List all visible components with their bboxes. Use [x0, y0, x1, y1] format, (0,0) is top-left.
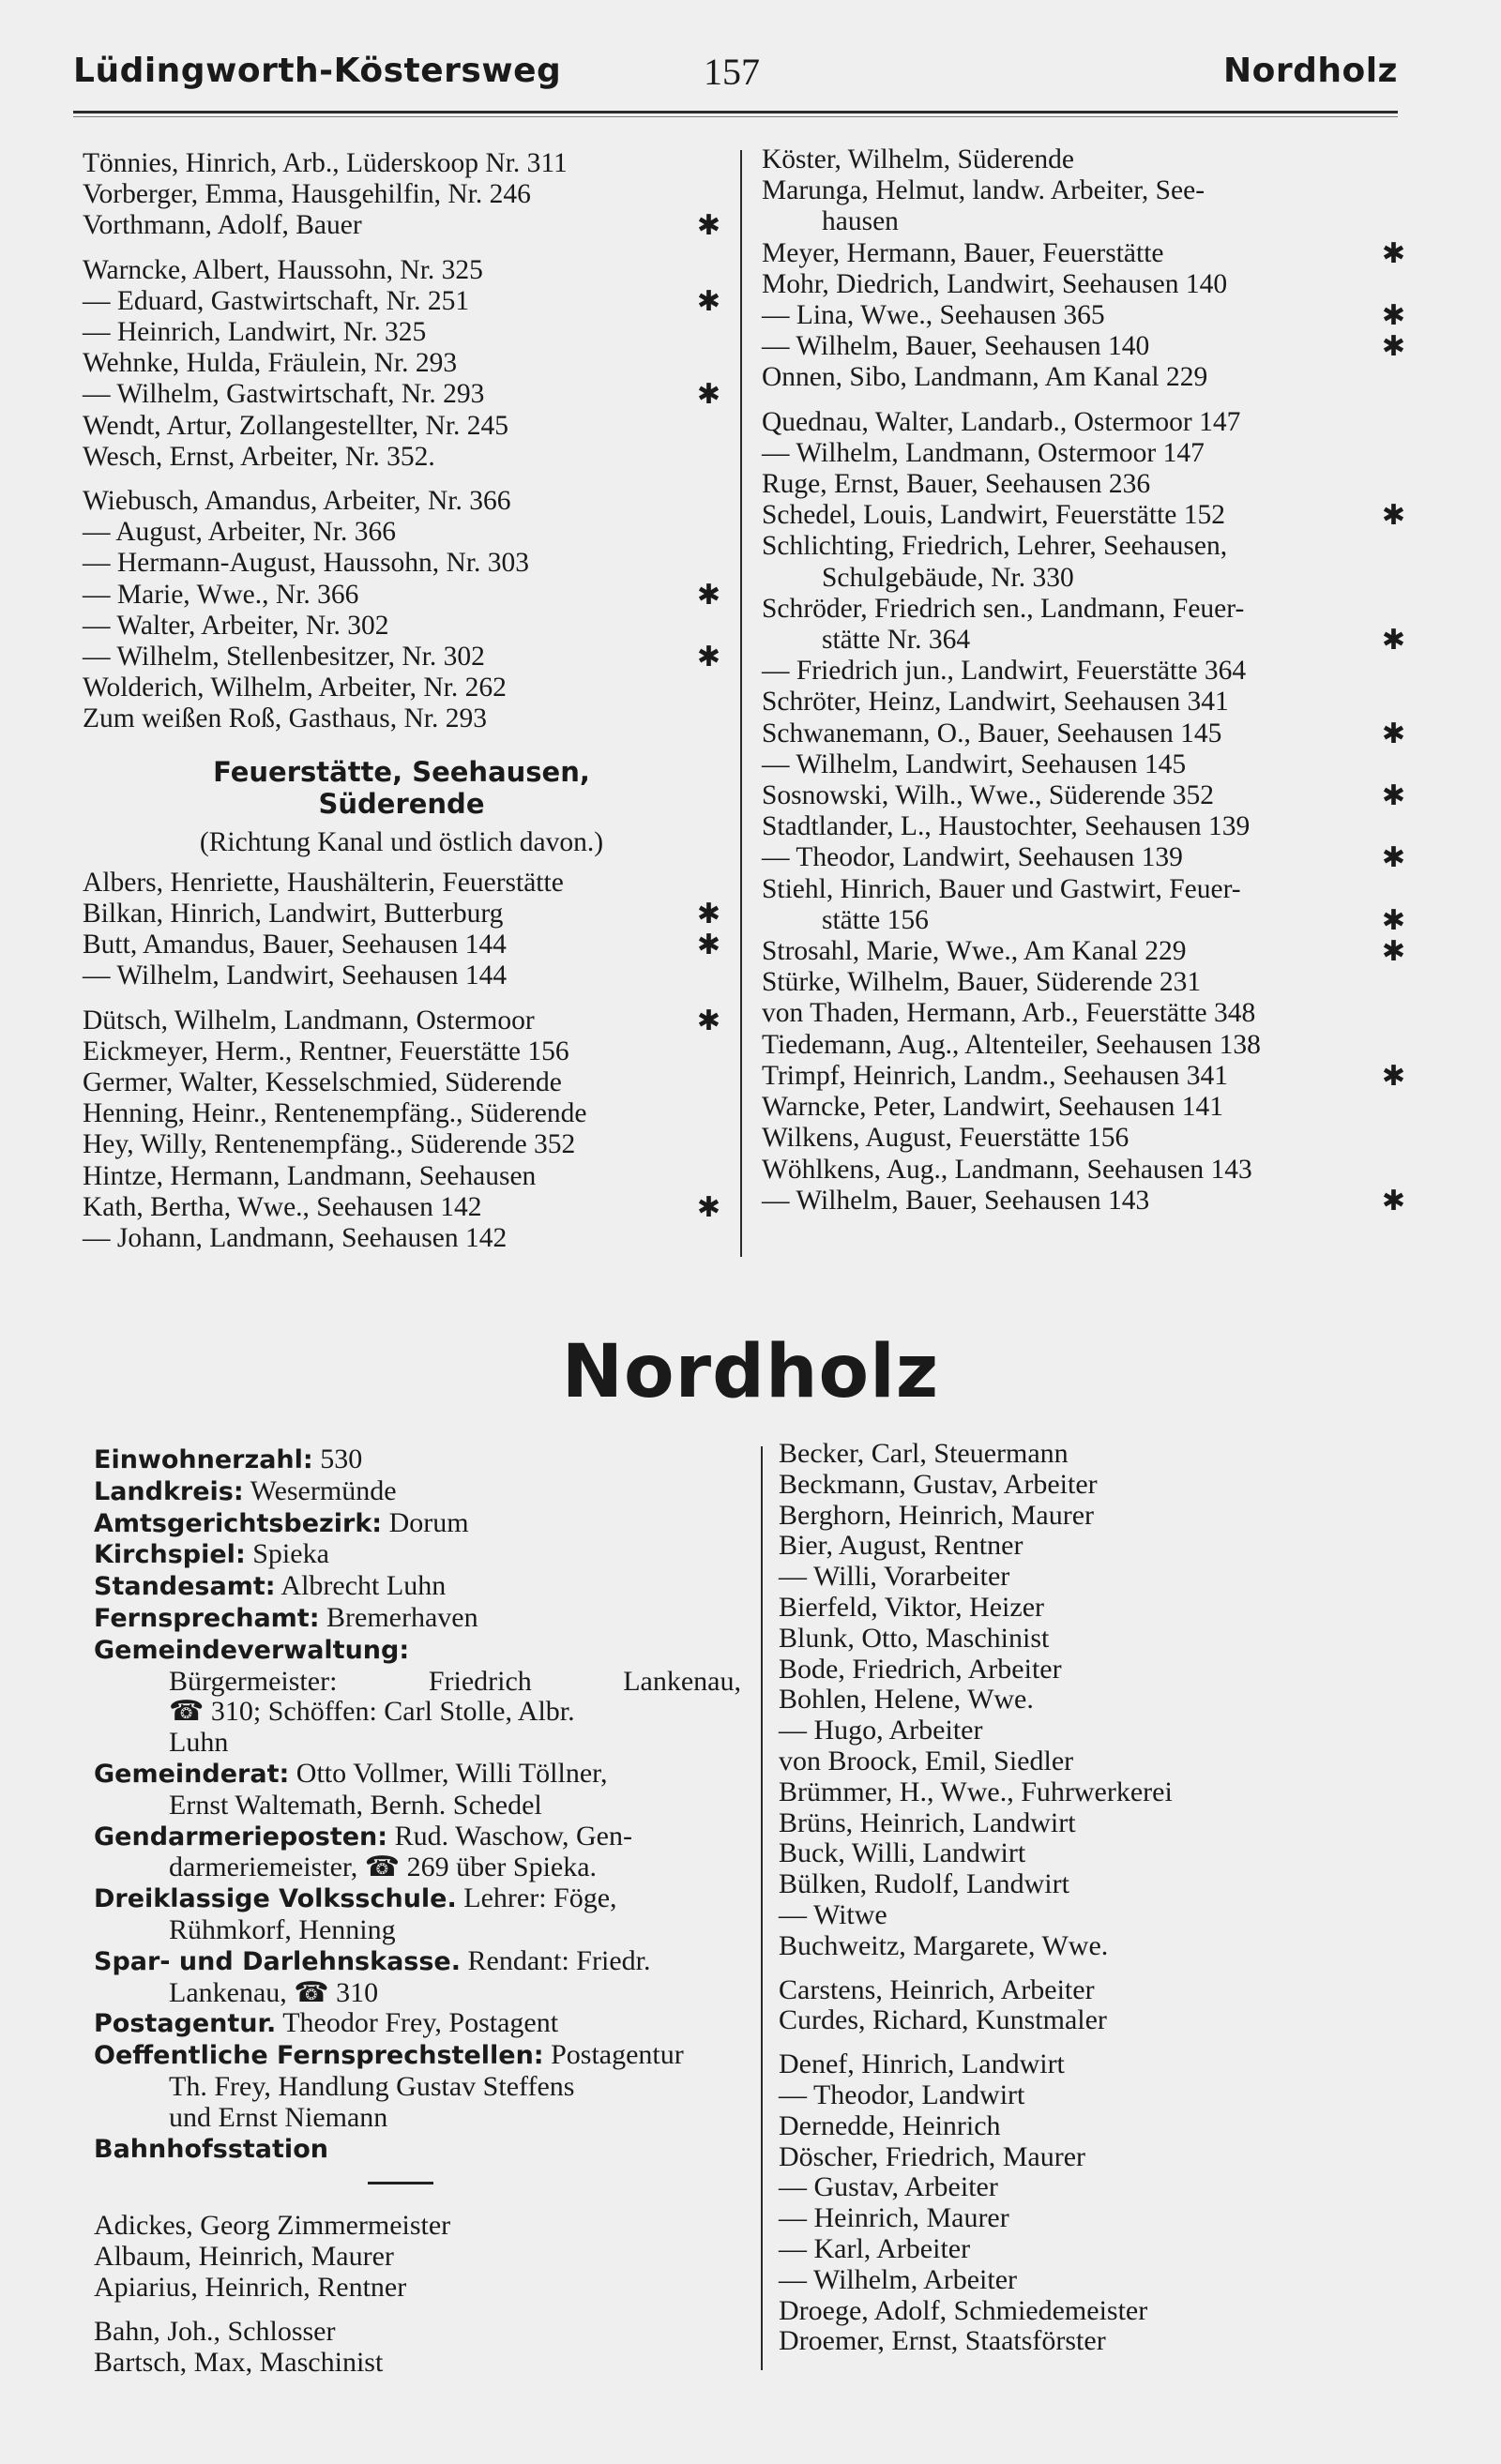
list-item — [83, 1192, 720, 1223]
list-item — [94, 2242, 741, 2273]
entry-text: — Hugo, Arbeiter — [779, 1715, 983, 1746]
list-item — [779, 1501, 1417, 1532]
list-item — [779, 1624, 1417, 1655]
entry-text: Henning, Heinr., Rentenempfäng., Süderende — [83, 1098, 587, 1129]
list-item — [762, 749, 1405, 780]
list-item — [779, 2049, 1417, 2080]
list-item — [762, 238, 1405, 269]
entry-text: Wesch, Ernst, Arbeiter, Nr. 352. — [83, 441, 435, 472]
entry-text: — Wilhelm, Bauer, Seehausen 143 — [762, 1185, 1150, 1216]
list-item — [83, 868, 720, 899]
info-postagentur: Postagentur. Theodor Frey, Postagent — [94, 2007, 559, 2039]
entry-text: — Eduard, Gastwirtschaft, Nr. 251 — [83, 285, 470, 316]
entry-text: Warncke, Albert, Haussohn, Nr. 325 — [83, 254, 483, 285]
entry-text: — Wilhelm, Gastwirtschaft, Nr. 293 — [83, 379, 485, 410]
list-item — [83, 548, 720, 579]
entry-text: — Johann, Landmann, Seehausen 142 — [83, 1223, 508, 1254]
spacer — [779, 1962, 1417, 1975]
list-item — [762, 438, 1405, 469]
entry-text: Ruge, Ernst, Bauer, Seehausen 236 — [762, 469, 1151, 500]
list-item — [779, 1562, 1417, 1593]
list-item — [762, 175, 1405, 206]
list-item — [779, 2111, 1417, 2142]
list-item — [779, 1655, 1417, 1685]
header-rule — [73, 111, 1398, 113]
entry-text: Apiarius, Heinrich, Rentner — [94, 2271, 407, 2303]
list-item — [762, 905, 1405, 936]
telephone-star-icon: ✱ — [1381, 717, 1405, 750]
entry-text: Dernedde, Heinrich — [779, 2109, 1001, 2141]
list-item — [83, 379, 720, 410]
entry-text: — Witwe — [779, 1898, 887, 1930]
entry-text: Stürke, Wilhelm, Bauer, Süderende 231 — [762, 967, 1202, 998]
header-rule-thin — [73, 116, 1398, 117]
entry-text: Schwanemann, O., Bauer, Seehausen 145 — [762, 718, 1222, 748]
entry-text: Buck, Willi, Landwirt — [779, 1837, 1026, 1869]
entry-text: — Wilhelm, Landmann, Ostermoor 147 — [762, 437, 1205, 468]
list-item — [779, 1900, 1417, 1931]
entry-text: Bode, Friedrich, Arbeiter — [779, 1653, 1062, 1685]
entry-text: Meyer, Hermann, Bauer, Feuerstätte — [762, 237, 1164, 268]
list-item — [83, 1129, 720, 1160]
entry-text: Onnen, Sibo, Landmann, Am Kanal 229 — [762, 362, 1208, 393]
entry-text: — Karl, Arbeiter — [779, 2232, 971, 2264]
entry-text: Droege, Adolf, Schmiedemeister — [779, 2294, 1148, 2326]
entry-text: Beckmann, Gustav, Arbeiter — [779, 1468, 1098, 1500]
entry-text: Strosahl, Marie, Wwe., Am Kanal 229 — [762, 936, 1187, 967]
town-info-column — [94, 1444, 741, 2378]
list-item — [762, 874, 1405, 905]
list-item — [762, 300, 1405, 331]
list-item — [762, 842, 1405, 873]
section-subtitle: (Richtung Kanal und östlich davon.) — [199, 826, 604, 857]
list-item — [83, 442, 720, 473]
telephone-icon: ☎ — [169, 1696, 205, 1728]
telephone-star-icon: ✱ — [1381, 779, 1405, 813]
bottom-right-column — [779, 1439, 1417, 2357]
list-item — [762, 1092, 1405, 1123]
telephone-star-icon: ✱ — [1381, 330, 1405, 364]
list-item — [779, 2203, 1417, 2234]
list-item — [779, 1777, 1417, 1808]
list-item — [83, 317, 720, 348]
list-item — [779, 1593, 1417, 1624]
telephone-star-icon: ✱ — [696, 641, 720, 674]
list-item — [83, 1161, 720, 1192]
entry-text: Schlichting, Friedrich, Lehrer, Seehausen, — [762, 531, 1228, 562]
info-amtsgericht: Amtsgerichtsbezirk: Dorum — [94, 1506, 469, 1538]
list-item — [762, 967, 1405, 998]
spacer — [779, 2036, 1417, 2049]
list-item — [779, 1716, 1417, 1746]
list-item — [83, 960, 720, 991]
entry-text: Stiehl, Hinrich, Bauer und Gastwirt, Feuer- — [762, 873, 1241, 904]
telephone-star-icon: ✱ — [696, 284, 720, 318]
list-item — [779, 2080, 1417, 2111]
entry-text: Becker, Carl, Steuermann — [779, 1438, 1069, 1469]
list-item — [762, 718, 1405, 749]
list-item — [762, 407, 1405, 438]
page-number: 157 — [704, 51, 760, 93]
top-left-column — [83, 148, 720, 1254]
telephone-star-icon: ✱ — [1381, 903, 1405, 937]
list-item — [779, 2005, 1417, 2036]
telephone-star-icon: ✱ — [1381, 624, 1405, 658]
entry-text: Wehnke, Hulda, Fräulein, Nr. 293 — [83, 348, 458, 379]
info-kasse: Spar- und Darlehnskasse. Rendant: Friedr. — [94, 1944, 651, 1976]
spacer — [83, 992, 720, 1005]
entry-text: — Wilhelm, Arbeiter — [779, 2263, 1018, 2295]
info-gv-line-3: Luhn — [169, 1727, 229, 1759]
list-item — [779, 2142, 1417, 2173]
list-item — [83, 1036, 720, 1067]
telephone-star-icon: ✱ — [696, 1190, 720, 1224]
entry-text: Bier, August, Rentner — [779, 1530, 1023, 1562]
list-item — [779, 2296, 1417, 2327]
entry-text: Bahn, Joh., Schlosser — [94, 2315, 336, 2347]
entry-text: Germer, Walter, Kesselschmied, Süderende — [83, 1067, 562, 1098]
list-item — [83, 611, 720, 642]
info-gemeindeverwaltung: Gemeindeverwaltung: — [94, 1635, 410, 1665]
info-schule: Dreiklassige Volksschule. Lehrer: Föge, — [94, 1882, 617, 1914]
entry-text: Stadtlander, L., Haustochter, Seehausen 139 — [762, 811, 1251, 842]
entry-text: Trimpf, Heinrich, Landm., Seehausen 341 — [762, 1060, 1229, 1091]
list-item — [779, 2172, 1417, 2203]
spacer — [94, 2304, 741, 2317]
info-gendarmerie: Gendarmerieposten: Rud. Waschow, Gen- — [94, 1820, 632, 1852]
telephone-star-icon: ✱ — [696, 1004, 720, 1037]
entry-text: Köster, Wilhelm, Süderende — [762, 144, 1074, 174]
list-item — [762, 206, 1405, 237]
column-divider-bottom — [761, 1446, 763, 2370]
entry-text: Carstens, Heinrich, Arbeiter — [779, 1973, 1095, 2005]
entry-text: Wendt, Artur, Zollangestellter, Nr. 245 — [83, 410, 509, 441]
list-item — [779, 1869, 1417, 1900]
info-bahnhof: Bahnhofsstation — [94, 2134, 328, 2164]
entry-text: Buchweitz, Margarete, Wwe. — [779, 1929, 1109, 1961]
running-header — [73, 52, 1398, 98]
telephone-star-icon: ✱ — [696, 209, 720, 243]
list-item — [762, 687, 1405, 718]
entry-text: Döscher, Friedrich, Maurer — [779, 2140, 1086, 2172]
entry-text: — Lina, Wwe., Seehausen 365 — [762, 300, 1105, 331]
entry-text: Schröter, Heinz, Landwirt, Seehausen 341 — [762, 687, 1229, 718]
entry-text: von Thaden, Hermann, Arb., Feuerstätte 348 — [762, 998, 1256, 1029]
list-item — [762, 1186, 1405, 1217]
entry-text: Vorberger, Emma, Hausgehilfin, Nr. 246 — [83, 179, 531, 210]
entry-text: — Heinrich, Maurer — [779, 2202, 1009, 2234]
list-item — [94, 2348, 741, 2379]
resident-list-top-left — [83, 148, 720, 735]
entry-text: Albaum, Heinrich, Maurer — [94, 2241, 394, 2273]
list-item — [762, 500, 1405, 531]
entry-text: Quednau, Walter, Landarb., Ostermoor 147 — [762, 406, 1241, 437]
entry-text: Tiedemann, Aug., Altenteiler, Seehausen 138 — [762, 1029, 1261, 1060]
entry-text: Schedel, Louis, Landwirt, Feuerstätte 152 — [762, 500, 1226, 531]
info-fernsprechamt: Fernsprechamt: Bremerhaven — [94, 1601, 478, 1633]
entry-text: Wolderich, Wilhelm, Arbeiter, Nr. 262 — [83, 673, 507, 703]
entry-text: — Marie, Wwe., Nr. 366 — [83, 579, 359, 610]
entry-text: Tönnies, Hinrich, Arb., Lüderskoop Nr. 311 — [83, 148, 568, 178]
telephone-icon: ☎ — [364, 1852, 401, 1883]
resident-list-top-right — [762, 144, 1405, 1217]
entry-text: Warncke, Peter, Landwirt, Seehausen 141 — [762, 1092, 1224, 1123]
entry-text: von Broock, Emil, Siedler — [779, 1745, 1074, 1776]
info-fern-line-3: und Ernst Niemann — [169, 2101, 388, 2133]
list-item — [83, 286, 720, 317]
entry-text: — Wilhelm, Stellenbesitzer, Nr. 302 — [83, 642, 485, 673]
list-item — [83, 899, 720, 930]
spacer — [83, 242, 720, 255]
entry-text: — Wilhelm, Landwirt, Seehausen 145 — [762, 748, 1187, 779]
entry-text: Wöhlkens, Aug., Landmann, Seehausen 143 — [762, 1154, 1252, 1185]
entry-text: Vorthmann, Adolf, Bauer — [83, 210, 362, 241]
telephone-star-icon: ✱ — [1381, 236, 1405, 270]
entry-text: stätte 156 — [822, 904, 929, 935]
list-item — [762, 331, 1405, 362]
list-item — [83, 1098, 720, 1129]
telephone-star-icon: ✱ — [1381, 1184, 1405, 1217]
list-item — [762, 269, 1405, 300]
info-standesamt: Standesamt: Albrecht Luhn — [94, 1570, 447, 1602]
telephone-star-icon: ✱ — [1381, 935, 1405, 969]
telephone-star-icon: ✱ — [696, 898, 720, 931]
list-item — [779, 1808, 1417, 1839]
list-item — [779, 2265, 1417, 2296]
list-item — [762, 594, 1405, 625]
list-item — [779, 1975, 1417, 2006]
telephone-star-icon: ✱ — [696, 929, 720, 962]
info-fern-line-2: Th. Frey, Handlung Gustav Steffens — [169, 2070, 575, 2102]
entry-text: Hintze, Hermann, Landmann, Seehausen — [83, 1160, 537, 1191]
list-item — [83, 255, 720, 286]
entry-text: — Wilhelm, Landwirt, Seehausen 144 — [83, 960, 508, 991]
entry-text: — Friedrich jun., Landwirt, Feuerstätte 364 — [762, 656, 1247, 687]
entry-text: Dütsch, Wilhelm, Landmann, Ostermoor — [83, 1005, 535, 1035]
list-item — [779, 1439, 1417, 1470]
list-item — [762, 144, 1405, 175]
telephone-star-icon: ✱ — [1381, 841, 1405, 875]
short-divider — [368, 2182, 433, 2184]
list-item — [83, 1067, 720, 1098]
info-kasse-line-2: Lankenau, ☎ 310 — [169, 1976, 379, 2008]
list-item — [779, 1470, 1417, 1501]
entry-text: Brüns, Heinrich, Landwirt — [779, 1806, 1076, 1838]
list-item — [779, 1531, 1417, 1562]
list-item — [762, 563, 1405, 594]
list-item — [83, 580, 720, 611]
entry-text: — Theodor, Landwirt, Seehausen 139 — [762, 842, 1183, 873]
list-item — [762, 656, 1405, 687]
list-item — [779, 1685, 1417, 1716]
telephone-star-icon: ✱ — [696, 578, 720, 612]
list-item — [83, 411, 720, 442]
list-item — [83, 642, 720, 673]
entry-text: Sosnowski, Wilh., Wwe., Süderende 352 — [762, 780, 1214, 811]
entry-text: — Hermann-August, Haussohn, Nr. 303 — [83, 548, 530, 579]
entry-text: Curdes, Richard, Kunstmaler — [779, 2004, 1107, 2036]
entry-text: Adickes, Georg Zimmermeister — [94, 2210, 451, 2242]
info-gendarmerie-line-2: darmeriemeister, ☎ 269 über Spieka. — [169, 1852, 598, 1883]
section-title-line-2: Süderende — [318, 787, 485, 820]
entry-text: Schröder, Friedrich sen., Landmann, Feuer- — [762, 593, 1245, 624]
entry-text: Albers, Henriette, Haushälterin, Feuerstätte — [83, 867, 564, 898]
entry-text: — Theodor, Landwirt — [779, 2079, 1025, 2110]
telephone-star-icon: ✱ — [1381, 1059, 1405, 1093]
entry-text: — Wilhelm, Bauer, Seehausen 140 — [762, 331, 1150, 362]
list-item — [762, 1123, 1405, 1154]
list-item — [779, 1746, 1417, 1777]
entry-text: Eickmeyer, Herm., Rentner, Feuerstätte 156 — [83, 1035, 569, 1066]
entry-text: Butt, Amandus, Bauer, Seehausen 144 — [83, 930, 507, 960]
list-item — [83, 1005, 720, 1036]
list-item — [83, 673, 720, 703]
list-item — [762, 1155, 1405, 1186]
entry-text: Denef, Hinrich, Landwirt — [779, 2048, 1065, 2080]
entry-text: Bierfeld, Viktor, Heizer — [779, 1591, 1045, 1623]
resident-list-bottom-left — [94, 2211, 741, 2378]
list-item — [779, 2326, 1417, 2357]
entry-text: Droemer, Ernst, Staatsförster — [779, 2325, 1106, 2357]
spacer — [762, 394, 1405, 407]
info-fernsprechstellen: Oeffentliche Fernsprechstellen: Postagentur — [94, 2039, 684, 2071]
telephone-star-icon: ✱ — [696, 378, 720, 412]
list-item — [762, 1030, 1405, 1061]
list-item — [83, 179, 720, 210]
telephone-star-icon: ✱ — [1381, 499, 1405, 533]
list-item — [83, 148, 720, 179]
entry-text: — August, Arbeiter, Nr. 366 — [83, 517, 396, 548]
list-item — [83, 348, 720, 379]
entry-text: Zum weißen Roß, Gasthaus, Nr. 293 — [83, 703, 487, 734]
list-item — [762, 998, 1405, 1029]
header-right-title: Nordholz — [1222, 52, 1398, 90]
list-item — [762, 362, 1405, 393]
top-right-column — [762, 144, 1405, 1217]
info-einwohner: Einwohnerzahl: 530 — [94, 1444, 363, 1474]
list-item — [779, 1838, 1417, 1869]
list-item — [762, 1061, 1405, 1092]
info-kirchspiel: Kirchspiel: Spieka — [94, 1538, 329, 1570]
entry-text: Wilkens, August, Feuerstätte 156 — [762, 1123, 1130, 1154]
list-item — [762, 625, 1405, 656]
entry-text: — Willi, Vorarbeiter — [779, 1561, 1010, 1593]
list-item — [779, 1931, 1417, 1962]
spacer — [83, 473, 720, 486]
entry-text: — Walter, Arbeiter, Nr. 302 — [83, 610, 389, 641]
header-left-title: Lüdingworth-Köstersweg — [73, 52, 562, 90]
list-item — [83, 517, 720, 548]
list-item — [83, 210, 720, 241]
list-item — [83, 1223, 720, 1254]
entry-text: Bohlen, Helene, Wwe. — [779, 1684, 1034, 1716]
list-item — [762, 780, 1405, 811]
info-gv-line-1: Bürgermeister: Friedrich Lankenau, — [169, 1665, 741, 1697]
entry-text: Mohr, Diedrich, Landwirt, Seehausen 140 — [762, 268, 1228, 299]
list-item — [94, 2273, 741, 2304]
town-title: Nordholz — [561, 1330, 940, 1414]
info-gv-line-2: ☎ 310; Schöffen: Carl Stolle, Albr. — [169, 1696, 575, 1728]
list-item — [83, 703, 720, 734]
resident-list-bottom-right — [779, 1439, 1417, 2357]
list-item — [762, 936, 1405, 967]
list-item — [83, 930, 720, 960]
list-item — [762, 469, 1405, 500]
info-gemeinderat: Gemeinderat: Otto Vollmer, Willi Töllner, — [94, 1757, 608, 1789]
entry-text: stätte Nr. 364 — [822, 625, 971, 656]
list-item — [762, 531, 1405, 562]
entry-text: Bilkan, Hinrich, Landwirt, Butterburg — [83, 899, 504, 930]
entry-text: Hey, Willy, Rentenempfäng., Süderende 352 — [83, 1129, 576, 1160]
entry-text: — Heinrich, Landwirt, Nr. 325 — [83, 317, 427, 348]
telephone-icon: ☎ — [294, 1976, 329, 2008]
entry-text: hausen — [822, 206, 899, 237]
info-landkreis: Landkreis: Wesermünde — [94, 1474, 397, 1506]
entry-text: Bülken, Rudolf, Landwirt — [779, 1868, 1069, 1900]
list-item — [779, 2234, 1417, 2265]
telephone-star-icon: ✱ — [1381, 299, 1405, 333]
entry-text: Wiebusch, Amandus, Arbeiter, Nr. 366 — [83, 486, 511, 517]
info-schule-line-2: Rühmkorf, Henning — [169, 1913, 396, 1945]
list-item — [762, 811, 1405, 842]
entry-text: Bartsch, Max, Maschinist — [94, 2346, 384, 2378]
column-divider-top — [740, 150, 742, 1257]
resident-list-section — [83, 868, 720, 1254]
list-item — [83, 486, 720, 517]
list-item — [94, 2317, 741, 2348]
entry-text: Schulgebäude, Nr. 330 — [822, 562, 1074, 593]
entry-text: Brümmer, H., Wwe., Fuhrwerkerei — [779, 1776, 1173, 1807]
entry-text: Berghorn, Heinrich, Maurer — [779, 1499, 1095, 1531]
entry-text: Kath, Bertha, Wwe., Seehausen 142 — [83, 1191, 482, 1222]
entry-text: Blunk, Otto, Maschinist — [779, 1622, 1050, 1654]
section-title-line-1: Feuerstätte, Seehausen, — [213, 755, 590, 788]
info-gemeinderat-line-2: Ernst Waltemath, Bernh. Schedel — [169, 1789, 542, 1821]
list-item — [94, 2211, 741, 2242]
entry-text: Marunga, Helmut, landw. Arbeiter, See- — [762, 175, 1205, 206]
entry-text: — Gustav, Arbeiter — [779, 2171, 998, 2203]
